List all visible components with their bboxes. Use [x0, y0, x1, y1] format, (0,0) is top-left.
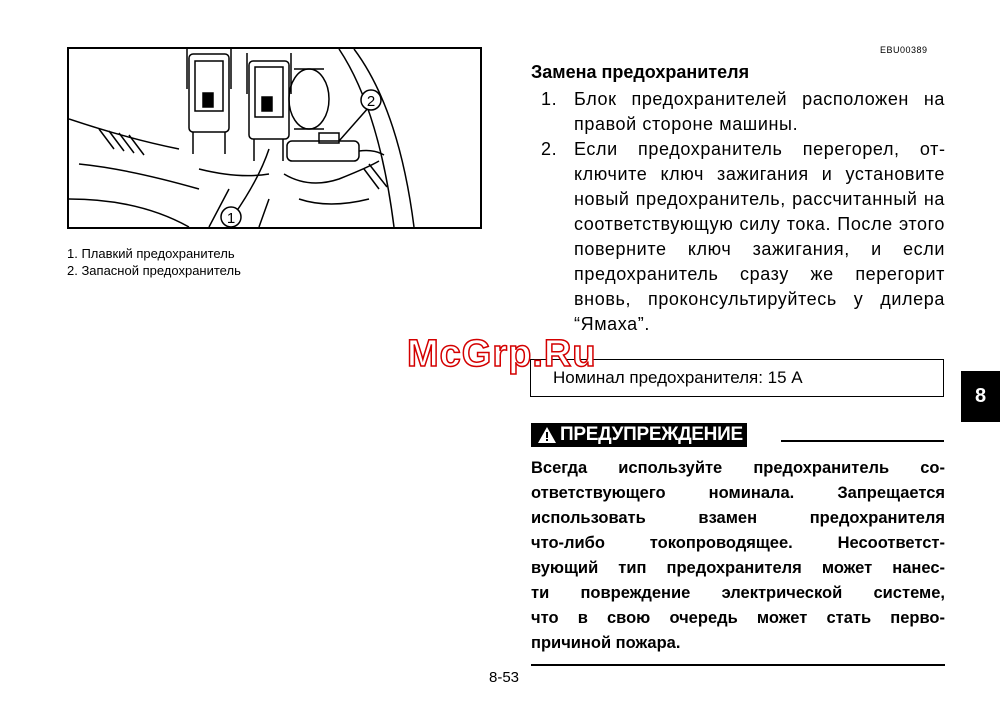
warning-label: ПРЕДУПРЕЖДЕНИЕ [560, 424, 743, 445]
document-code: EBU00389 [880, 45, 928, 55]
callout-2-label: 2 [366, 93, 376, 110]
warning-header [531, 423, 747, 447]
warning-line: вующий тип предохранителя может нанес- [531, 559, 945, 577]
step-text: Если предохранитель перегорел, отключите ключ зажигания и установите новый предохранитель, рассчитанный на соответствующую силу тока. После этого поверните ключ зажигания, и если предохранитель сразу же перегорит вновь, проконсультируйтесь у дилера “Ямаха”. [574, 139, 945, 334]
list-item [531, 137, 945, 337]
warning-line: что-либо токопроводящее. Несоответст- [531, 534, 945, 552]
callout-1-label: 1 [226, 210, 236, 227]
chapter-tab-label: 8 [974, 385, 987, 407]
warning-badge [531, 423, 747, 447]
warning-line: что в свою очередь может стать перво- [531, 609, 945, 627]
step-number: 2. [541, 139, 558, 159]
bottom-rule [531, 664, 945, 666]
section-title: Замена предохранителя [531, 62, 750, 82]
list-item [531, 87, 945, 137]
warning-line: ти повреждение электрической системе, [531, 584, 945, 602]
step-text: Блок предохранителей расположен на правой стороне машины. [574, 89, 945, 134]
caption-fuse: 1. Плавкий предохранитель [67, 246, 235, 261]
watermark: McGrp.Ru [407, 333, 597, 375]
warning-line: причиной пожара. [531, 634, 681, 652]
fuse-block-drawing [69, 49, 480, 227]
warning-text [531, 456, 945, 656]
fuse-rating-text: Номинал предохранителя: 15 A [553, 368, 803, 387]
warning-line: Всегда используйте предохранитель со- [531, 459, 945, 477]
page-number: 8-53 [489, 669, 520, 686]
warning-triangle-icon [537, 426, 557, 444]
fuse-illustration [67, 47, 482, 229]
warning-rule [781, 440, 944, 442]
warning-line: использовать взамен предохранителя [531, 509, 945, 527]
warning-line: ответствующего номинала. Запрещается [531, 484, 945, 502]
steps-list [531, 87, 945, 337]
step-number: 1. [541, 89, 558, 109]
caption-spare-fuse: 2. Запасной предохранитель [67, 263, 241, 278]
chapter-tab [961, 371, 1000, 422]
